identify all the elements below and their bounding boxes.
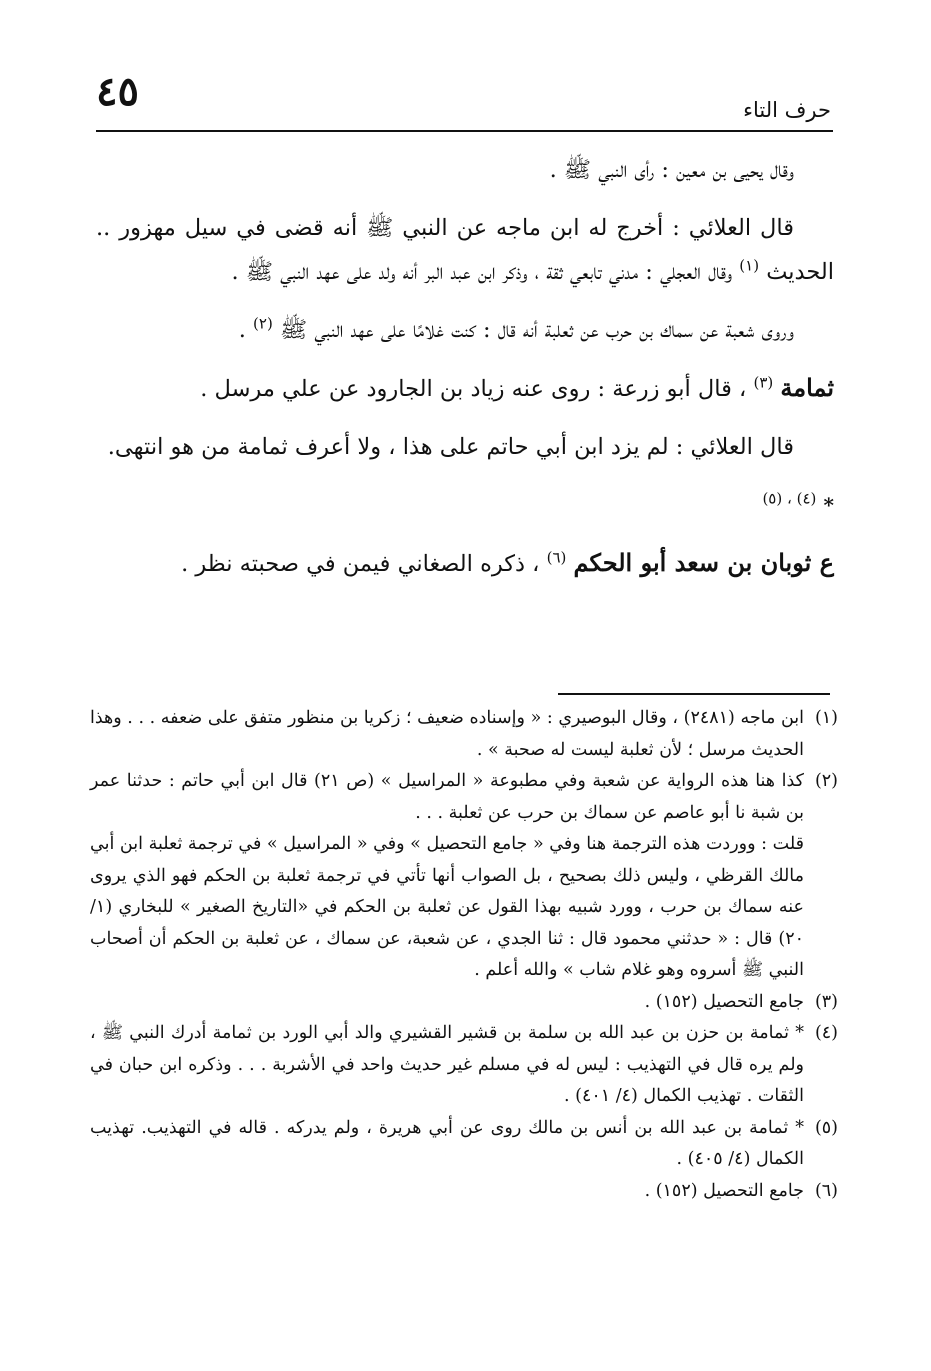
footnote-text: كذا هنا هذه الرواية عن شعبة وفي مطبوعة « المراسيل » (ص ٢١) قال ابن أبي حاتم : حدثنا عمر بن شبة نا أبو عاصم عن سماك بن حرب عن ثعلبة . . . <box>90 771 804 823</box>
footnote-ref[interactable]: (٤) ، (٥) <box>762 489 817 508</box>
entry-heading: ع ثوبان بن سعد أبو الحكم <box>573 548 834 577</box>
footnote-item <box>90 1018 838 1113</box>
page-number: ٤٥ <box>96 68 139 115</box>
footnote-number: (٤) <box>814 1023 838 1043</box>
paragraph-alaai-2 <box>96 425 834 469</box>
entry-thawban <box>96 541 834 586</box>
footnote-number: (٦) <box>814 1180 838 1201</box>
paragraph-text: قال العلائي : أخرج له ابن ماجه عن النبي ﷺ أنه قضى في سيل مهزور .. الحديث <box>96 215 834 285</box>
footnote-continuation <box>90 829 838 987</box>
paragraph-text: وقال يحيى بن معين : رأى النبي ﷺ . <box>549 157 794 183</box>
paragraph-text: وقال العجلي : مدني تابعي ثقة ، وذكر ابن عبد البر أنه ولد على عهد النبي ﷺ . <box>231 259 733 285</box>
running-head: حرف التاء <box>743 98 831 122</box>
footnote-number: (٢) <box>814 771 838 791</box>
footnote-number: (٥) <box>814 1117 838 1138</box>
footnote-rule <box>558 693 830 695</box>
entry-heading: ثمامة <box>780 373 834 402</box>
footnote-number: (٣) <box>814 991 838 1012</box>
footnote-item <box>90 703 838 766</box>
footnote-ref[interactable]: (٦) <box>546 548 567 567</box>
asterisk-icon: * <box>823 493 834 517</box>
header-rule <box>96 130 833 132</box>
paragraph-text: قال العلائي : لم يزد ابن أبي حاتم على هذا ، ولا أعرف ثمامة من هو انتهى. <box>107 434 794 460</box>
entry-text: ، قال أبو زرعة : روى عنه زياد بن الجارود عن علي مرسل . <box>200 376 747 402</box>
footnote-number: (١) <box>814 708 838 728</box>
footnote-text: ابن ماجه (٢٤٨١) ، وقال البوصيري : « وإسناده ضعيف ؛ زكريا بن منظور متفق على ضعفه . . . وهذا الحديث مرسل ؛ لأن ثعلبة ليست له صحبة » . <box>90 708 804 760</box>
footnotes <box>90 703 838 1207</box>
entry-thumama <box>96 366 834 411</box>
entry-text: ، ذكره الصغاني فيمن في صحبته نظر . <box>181 551 540 577</box>
paragraph-shuba <box>96 308 834 352</box>
footnote-ref[interactable]: (١) <box>739 256 760 275</box>
footnote-text: * ثمامة بن حزن بن عبد الله بن سلمة بن قشير القشيري والد أبي الورد بن ثمامة أدرك النبي ﷺ ، ولم يره قال في التهذيب : ليس له في مسلم غير حديث واحد في الأشربة . . . وذكره ابن حبان في الثقات . تهذيب الكمال (٤/ ٤٠١) . <box>90 1023 804 1106</box>
paragraph-text: وروى شعبة عن سماك بن حرب عن ثعلبة أنه قال : كنت غلامًا على عهد النبي ﷺ <box>279 317 794 343</box>
paragraph-yahya <box>96 148 834 192</box>
footnote-text: جامع التحصيل (١٥٢) . <box>644 991 804 1012</box>
footnote-text: قلت : ووردت هذه الترجمة هنا وفي « جامع التحصيل » وفي « المراسيل » في ترجمة ثعلبة ابن أبي مالك القرظي ، وليس ذلك بصحيح ، بل الصواب أنها تأتي في ترجمة ثعلبة بن الحكم فهو الذي يروى عنه سماك بن حرب ، وورد شبيه بهذا القول عن ثعلبة بن الحكم في «التاريخ الصغير » للبخاري (١/ ٢٠) قال : « حدثني محمود قال : ثنا الجدي ، عن شعبة، عن سماك ، عن ثعلبة بن الحكم أن أصحاب النبي ﷺ أسروه وهو غلام شاب » والله أعلم . <box>90 834 804 980</box>
star-entry <box>96 483 834 527</box>
footnote-item <box>90 1176 838 1208</box>
footnote-item <box>90 766 838 829</box>
paragraph-alaai-1 <box>96 206 834 294</box>
footnote-text: * ثمامة بن عبد الله بن أنس بن مالك روى عن أبي هريرة ، ولم يدركه . قاله في التهذيب. تهذيب الكمال (٤/ ٤٠٥) . <box>90 1117 804 1169</box>
main-text <box>96 148 834 600</box>
footnote-item <box>90 1113 838 1176</box>
footnote-ref[interactable]: (٢) <box>253 314 273 333</box>
footnote-ref[interactable]: (٣) <box>753 373 774 392</box>
footnote-text: جامع التحصيل (١٥٢) . <box>644 1180 804 1201</box>
paragraph-text: . <box>238 317 246 343</box>
footnote-item <box>90 987 838 1019</box>
